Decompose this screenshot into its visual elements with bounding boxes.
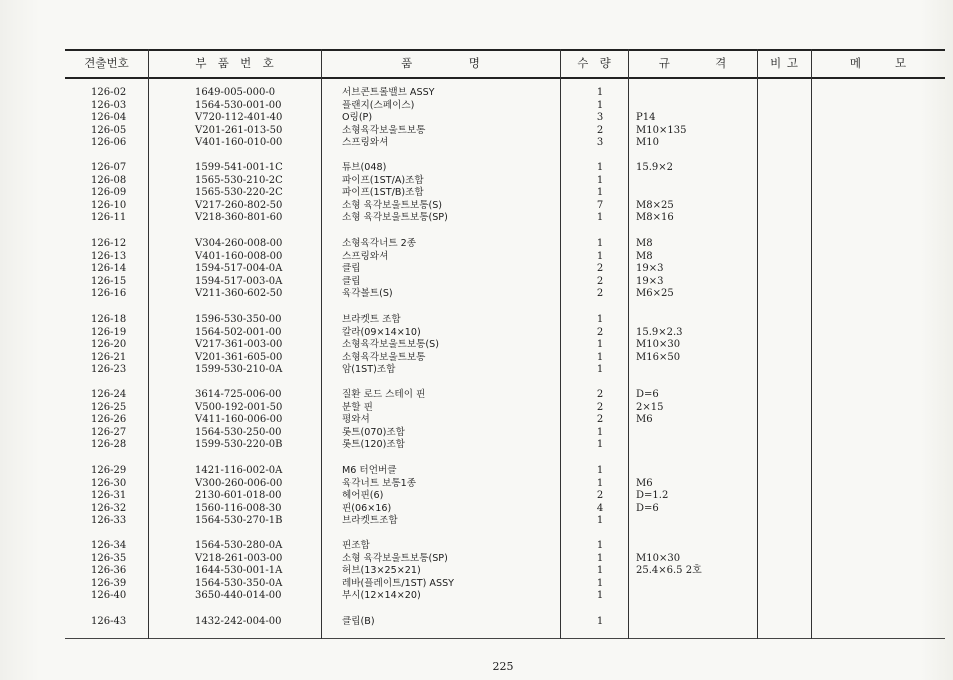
row-number-cell: 126-28 — [91, 439, 127, 451]
table-row — [65, 515, 945, 528]
part-name-cell: 소형 육각보울트보통(S) — [342, 199, 443, 211]
row-number-cell: 126-21 — [91, 351, 127, 363]
header-col-spec: 규 격 — [658, 56, 727, 70]
row-number-cell: 126-14 — [91, 263, 127, 275]
row-number-cell: 126-10 — [91, 199, 127, 211]
part-name-cell: 핀(06×16) — [342, 502, 392, 514]
row-number-cell: 126-36 — [91, 565, 127, 577]
row-number-cell: 126-06 — [91, 137, 127, 149]
part-name-cell: 스프링와셔 — [342, 137, 389, 149]
quantity-cell: 1 — [596, 87, 604, 98]
part-number-cell: 1564-530-280-0A — [195, 540, 283, 551]
quantity-cell: 2 — [596, 124, 604, 136]
table-bottom-rule — [65, 638, 945, 639]
part-name-cell: 헤어핀(6) — [342, 490, 384, 502]
part-name-cell: 파이프(1ST/A)조합 — [342, 174, 424, 186]
specification-cell: 15.9×2.3 — [636, 326, 683, 338]
table-row — [65, 175, 945, 188]
quantity-cell: 2 — [596, 263, 604, 275]
part-name-cell: 롯트(070)조합 — [342, 426, 405, 438]
row-number-cell: 126-27 — [91, 426, 127, 438]
row-number-cell: 126-09 — [91, 187, 127, 199]
quantity-cell: 1 — [596, 187, 604, 199]
part-number-cell: 1560-116-008-30 — [195, 502, 282, 514]
quantity-cell: 1 — [596, 351, 604, 363]
part-number-cell: 1564-530-350-0A — [195, 577, 283, 589]
part-number-cell: V217-361-003-00 — [195, 339, 283, 351]
specification-cell: M10×135 — [636, 124, 687, 136]
table-row — [65, 465, 945, 478]
table-row — [65, 578, 945, 591]
part-name-cell: 레바(플레이트/1ST) ASSY — [342, 577, 455, 589]
quantity-cell: 1 — [596, 250, 604, 262]
part-number-cell: 1596-530-350-00 — [195, 314, 282, 325]
part-number-cell: 3650-440-014-00 — [195, 590, 282, 602]
specification-cell: M6 — [636, 477, 653, 489]
row-number-cell: 126-04 — [91, 112, 127, 124]
table-row — [65, 389, 945, 402]
table-row — [65, 200, 945, 213]
part-number-cell: 1564-530-001-00 — [195, 99, 282, 111]
quantity-cell: 1 — [596, 465, 604, 476]
quantity-cell: 1 — [596, 515, 604, 527]
part-number-cell: V217-260-802-50 — [195, 199, 283, 211]
part-name-cell: 브라켓트 조합 — [342, 314, 401, 325]
specification-cell: M8×25 — [636, 199, 674, 211]
part-name-cell: 소형육각보울트보통(S) — [342, 339, 439, 351]
part-name-cell: 소형 육각보울트보통(SP) — [342, 212, 448, 224]
quantity-cell: 7 — [596, 199, 604, 211]
quantity-cell: 2 — [596, 326, 604, 338]
part-number-cell: V411-160-006-00 — [195, 414, 283, 426]
header-col-part: 부 품 번 호 — [195, 56, 274, 70]
table-row — [65, 503, 945, 516]
bleed-through-text — [85, 648, 445, 666]
part-name-cell: 튜브(048) — [342, 162, 387, 173]
table-row — [65, 439, 945, 452]
part-number-cell: 1564-502-001-00 — [195, 326, 282, 338]
specification-cell: M8 — [636, 238, 653, 249]
header-col-name: 품 명 — [401, 56, 480, 70]
quantity-cell: 1 — [596, 162, 604, 173]
table-row — [65, 490, 945, 503]
part-name-cell: M6 터언버클 — [342, 465, 397, 476]
specification-cell: D=1.2 — [636, 490, 669, 502]
table-row — [65, 100, 945, 113]
part-number-cell: 1644-530-001-1A — [195, 565, 283, 577]
part-name-cell: 질환 로드 스테이 핀 — [342, 389, 426, 400]
table-row — [65, 112, 945, 125]
quantity-cell: 1 — [596, 590, 604, 602]
table-row — [65, 616, 945, 629]
part-name-cell: 육각볼트(S) — [342, 288, 393, 300]
table-row — [65, 540, 945, 553]
quantity-cell: 1 — [596, 439, 604, 451]
part-number-cell: 1421-116-002-0A — [195, 465, 283, 476]
part-name-cell: 소형육각보울트보통 — [342, 351, 426, 363]
table-row — [65, 263, 945, 276]
specification-cell: 2×15 — [636, 401, 664, 413]
quantity-cell: 1 — [596, 339, 604, 351]
part-number-cell: V218-360-801-60 — [195, 212, 283, 224]
part-name-cell: 핀조합 — [342, 540, 370, 551]
specification-cell: M10×30 — [636, 339, 681, 351]
part-number-cell: 1564-530-250-00 — [195, 426, 282, 438]
quantity-cell: 1 — [596, 212, 604, 224]
part-name-cell: 소형육각보울트보통 — [342, 124, 426, 136]
part-name-cell: 평와셔 — [342, 414, 370, 426]
table-row — [65, 327, 945, 340]
part-name-cell: 클립(B) — [342, 616, 375, 627]
table-row — [65, 314, 945, 327]
table-row — [65, 427, 945, 440]
specification-cell: D=6 — [636, 502, 659, 514]
quantity-cell: 1 — [596, 174, 604, 186]
row-number-cell: 126-31 — [91, 490, 127, 502]
quantity-cell: 1 — [596, 364, 604, 376]
table-row — [65, 590, 945, 603]
part-name-cell: 부시(12×14×20) — [342, 590, 421, 602]
part-number-cell: 1649-005-000-0 — [195, 87, 276, 98]
row-number-cell: 126-15 — [91, 275, 127, 287]
part-number-cell: 1565-530-220-2C — [195, 187, 283, 199]
part-name-cell: 허브(13×25×21) — [342, 565, 421, 577]
specification-cell: 25.4×6.5 2호 — [636, 565, 702, 577]
row-number-cell: 126-23 — [91, 364, 127, 376]
quantity-cell: 3 — [596, 137, 604, 149]
row-number-cell: 126-32 — [91, 502, 127, 514]
part-name-cell: 스프링와셔 — [342, 250, 389, 262]
part-number-cell: V300-260-006-00 — [195, 477, 283, 489]
row-number-cell: 126-43 — [91, 616, 127, 627]
quantity-cell: 1 — [596, 552, 604, 564]
quantity-cell: 1 — [596, 314, 604, 325]
specification-cell: M8 — [636, 250, 653, 262]
table-row — [65, 352, 945, 365]
table-top-rule — [65, 49, 945, 51]
part-name-cell: 롯트(120)조합 — [342, 439, 405, 451]
quantity-cell: 1 — [596, 540, 604, 551]
specification-cell: M16×50 — [636, 351, 681, 363]
table-row — [65, 553, 945, 566]
row-number-cell: 126-16 — [91, 288, 127, 300]
quantity-cell: 1 — [596, 616, 604, 627]
row-number-cell: 126-25 — [91, 401, 127, 413]
row-number-cell: 126-29 — [91, 465, 127, 476]
table-row — [65, 162, 945, 175]
specification-cell: M10 — [636, 137, 659, 149]
header-col-memo: 메 모 — [849, 56, 907, 70]
table-row — [65, 288, 945, 301]
part-name-cell: 파이프(1ST/B)조합 — [342, 187, 424, 199]
quantity-cell: 1 — [596, 426, 604, 438]
header-col-qty: 수 량 — [577, 56, 611, 70]
quantity-cell: 2 — [596, 490, 604, 502]
specification-cell: 15.9×2 — [636, 162, 674, 173]
row-number-cell: 126-19 — [91, 326, 127, 338]
part-number-cell: V401-160-010-00 — [195, 137, 283, 149]
table-row — [65, 212, 945, 225]
part-number-cell: V304-260-008-00 — [195, 238, 283, 249]
part-name-cell: 클립 — [342, 263, 361, 275]
quantity-cell: 2 — [596, 275, 604, 287]
specification-cell: M8×16 — [636, 212, 674, 224]
quantity-cell: 2 — [596, 401, 604, 413]
row-number-cell: 126-26 — [91, 414, 127, 426]
specification-cell: 19×3 — [636, 263, 664, 275]
part-number-cell: V211-360-602-50 — [195, 288, 283, 300]
part-number-cell: 1565-530-210-2C — [195, 174, 283, 186]
table-row — [65, 125, 945, 138]
row-number-cell: 126-35 — [91, 552, 127, 564]
table-row — [65, 276, 945, 289]
header-bottom-rule — [65, 77, 945, 79]
table-row — [65, 402, 945, 415]
quantity-cell: 1 — [596, 565, 604, 577]
quantity-cell: 4 — [596, 502, 604, 514]
specification-cell: M6 — [636, 414, 653, 426]
part-number-cell: 1599-541-001-1C — [195, 162, 283, 173]
row-number-cell: 126-13 — [91, 250, 127, 262]
quantity-cell: 2 — [596, 288, 604, 300]
quantity-cell: 2 — [596, 389, 604, 400]
part-number-cell: V201-261-013-50 — [195, 124, 283, 136]
table-row — [65, 251, 945, 264]
part-number-cell: V500-192-001-50 — [195, 401, 283, 413]
part-number-cell: 1594-517-004-0A — [195, 263, 283, 275]
table-row — [65, 137, 945, 150]
part-number-cell: 1594-517-003-0A — [195, 275, 283, 287]
quantity-cell: 1 — [596, 99, 604, 111]
row-number-cell: 126-07 — [91, 162, 127, 173]
part-number-cell: 1599-530-210-0A — [195, 364, 283, 376]
specification-cell: P14 — [636, 112, 656, 124]
quantity-cell: 3 — [596, 112, 604, 124]
table-row — [65, 238, 945, 251]
part-name-cell: 칼라(09×14×10) — [342, 326, 421, 338]
table-row — [65, 364, 945, 377]
part-number-cell: 2130-601-018-00 — [195, 490, 282, 502]
row-number-cell: 126-03 — [91, 99, 127, 111]
part-number-cell: 1564-530-270-1B — [195, 515, 283, 527]
row-number-cell: 126-34 — [91, 540, 127, 551]
row-number-cell: 126-20 — [91, 339, 127, 351]
row-number-cell: 126-12 — [91, 238, 127, 249]
row-number-cell: 126-33 — [91, 515, 127, 527]
part-number-cell: 1599-530-220-0B — [195, 439, 283, 451]
table-row — [65, 87, 945, 100]
page-number: 225 — [492, 660, 514, 673]
specification-cell: M6×25 — [636, 288, 674, 300]
table-row — [65, 565, 945, 578]
quantity-cell: 1 — [596, 477, 604, 489]
part-name-cell: 육각너트 보통1종 — [342, 477, 417, 489]
part-name-cell: 플랜지(스페이스) — [342, 99, 415, 111]
quantity-cell: 1 — [596, 238, 604, 249]
part-name-cell: O링(P) — [342, 112, 373, 124]
row-number-cell: 126-18 — [91, 314, 127, 325]
table-row — [65, 187, 945, 200]
row-number-cell: 126-39 — [91, 577, 127, 589]
table-row — [65, 414, 945, 427]
part-number-cell: V201-361-605-00 — [195, 351, 283, 363]
specification-cell: M10×30 — [636, 552, 681, 564]
part-name-cell: 서브콘트롤밸브 ASSY — [342, 87, 435, 98]
row-number-cell: 126-02 — [91, 87, 127, 98]
part-name-cell: 브라켓트조합 — [342, 515, 398, 527]
part-number-cell: 3614-725-006-00 — [195, 389, 282, 400]
part-name-cell: 클립 — [342, 275, 361, 287]
header-col-note: 비 고 — [770, 56, 798, 70]
row-number-cell: 126-11 — [91, 212, 127, 224]
row-number-cell: 126-40 — [91, 590, 127, 602]
part-name-cell: 소형 육각보울트보통(SP) — [342, 552, 448, 564]
part-number-cell: V401-160-008-00 — [195, 250, 283, 262]
row-number-cell: 126-08 — [91, 174, 127, 186]
row-number-cell: 126-05 — [91, 124, 127, 136]
quantity-cell: 2 — [596, 414, 604, 426]
part-name-cell: 분할 핀 — [342, 401, 373, 413]
quantity-cell: 1 — [596, 577, 604, 589]
row-number-cell: 126-30 — [91, 477, 127, 489]
row-number-cell: 126-24 — [91, 389, 127, 400]
table-row — [65, 478, 945, 491]
part-name-cell: 암(1ST)조합 — [342, 364, 396, 376]
table-row — [65, 339, 945, 352]
part-number-cell: V218-261-003-00 — [195, 552, 283, 564]
part-number-cell: V720-112-401-40 — [195, 112, 283, 124]
part-name-cell: 소형육각너트 2종 — [342, 238, 417, 249]
specification-cell: D=6 — [636, 389, 659, 400]
specification-cell: 19×3 — [636, 275, 664, 287]
header-col-no: 견출번호 — [84, 56, 129, 70]
part-number-cell: 1432-242-004-00 — [195, 616, 282, 627]
parts-table — [65, 49, 945, 639]
